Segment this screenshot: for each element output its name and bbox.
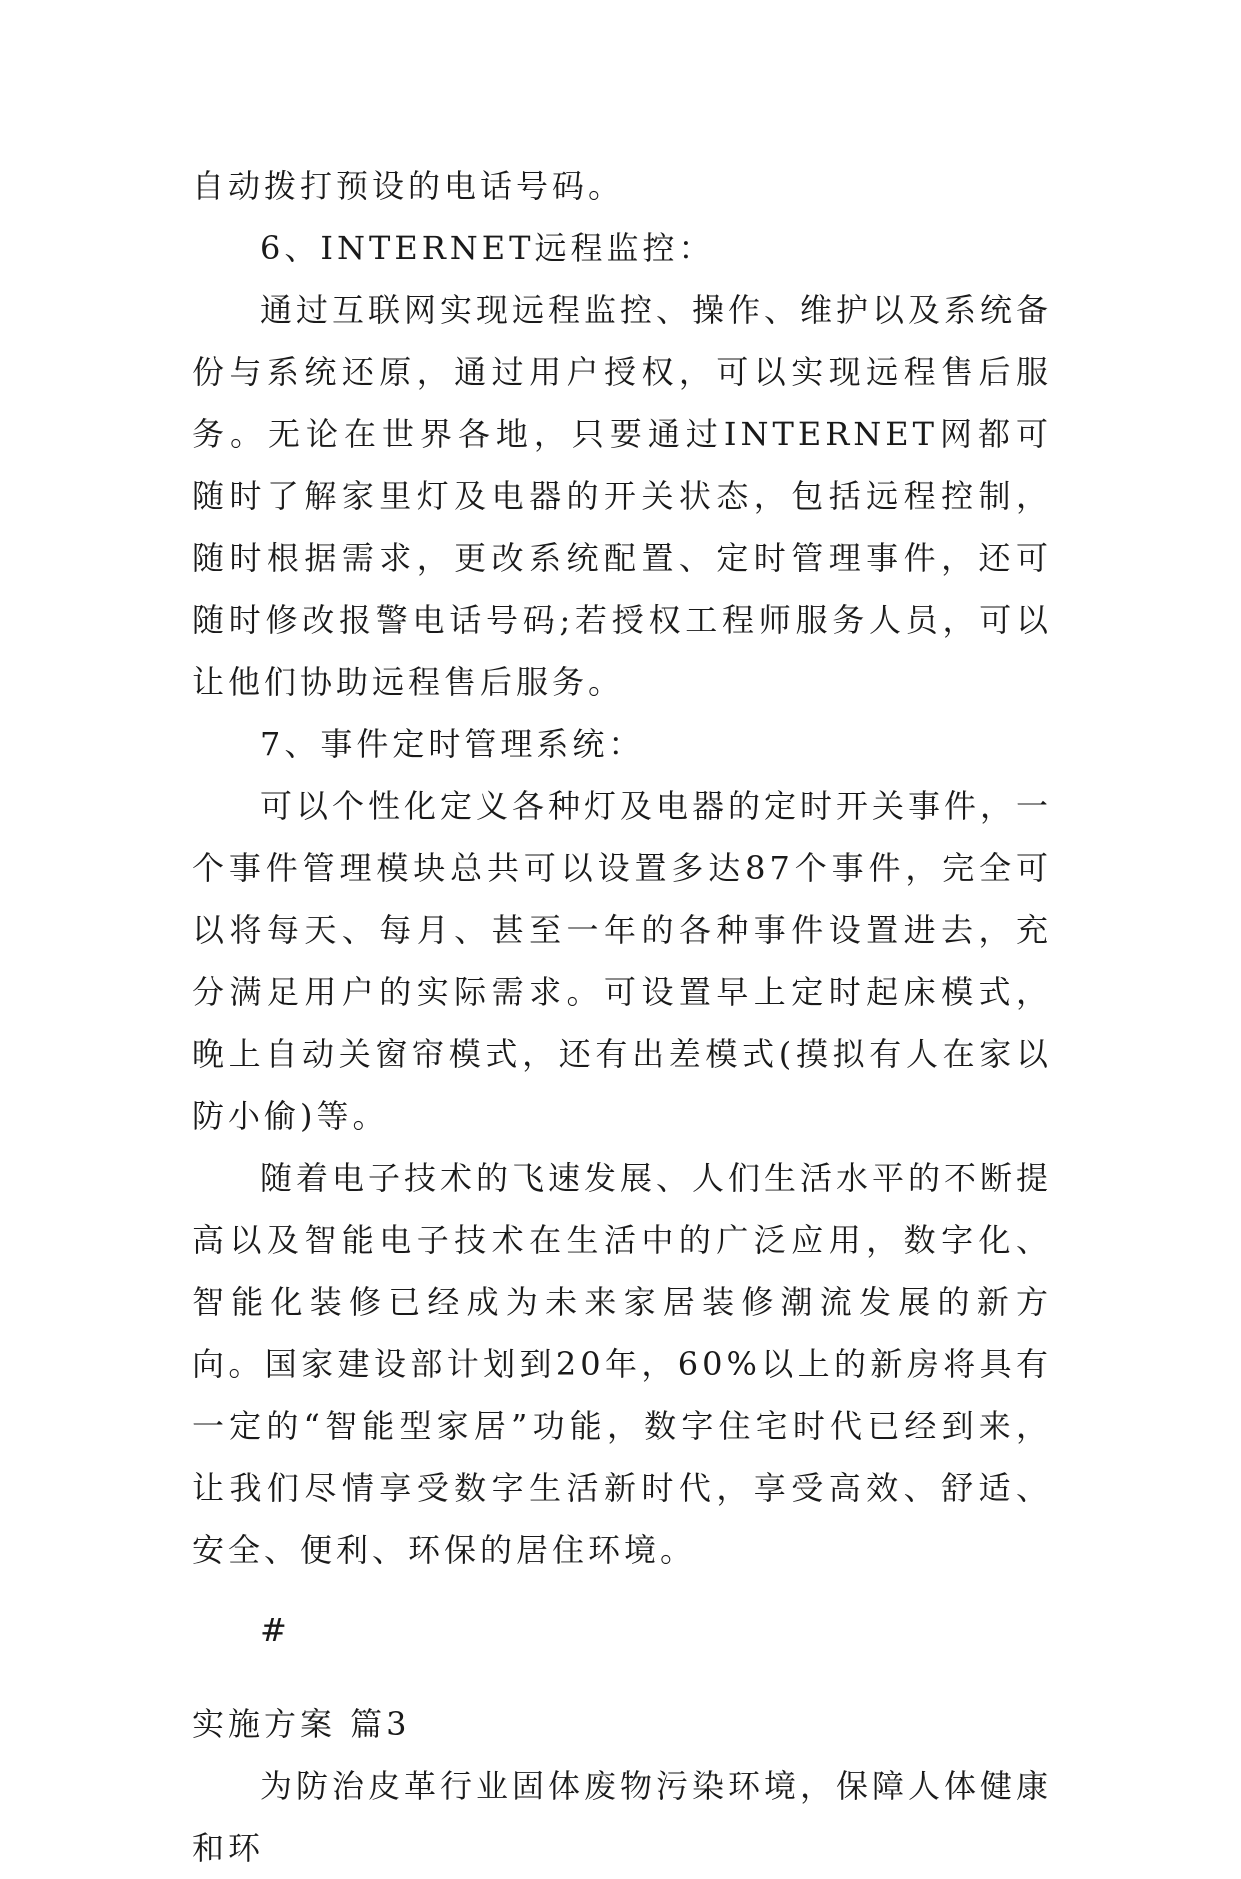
paragraph-smart-home-trend: 随着电子技术的飞速发展、人们生活水平的不断提高以及智能电子技术在生活中的广泛应用，数字化、智能化装修已经成为未来家居装修潮流发展的新方向。国家建设部计划到20年，60%以上的新房将具有一定的“智能型家居”功能，数字住宅时代已经到来，让我们尽情享受数字生活新时代，享受高效、舒适、安全、便利、环保的居住环境。: [192, 1159, 1053, 1569]
section-title: 实施方案 篇3: [192, 1705, 411, 1743]
paragraph-remote-monitoring: 通过互联网实现远程监控、操作、维护以及系统备份与系统还原，通过用户授权，可以实现远程售后服务。无论在世界各地，只要通过INTERNET网都可随时了解家里灯及电器的开关状态，包括远程控制，随时根据需求，更改系统配置、定时管理事件，还可随时修改报警电话号码;若授权工程师服务人员，可以让他们协助远程售后服务。: [192, 291, 1053, 701]
heading-event-timer-system: 7、事件定时管理系统：: [260, 725, 645, 763]
paragraph-leather-waste: 为防治皮革行业固体废物污染环境，保障人体健康和环: [192, 1767, 1053, 1867]
paragraph-event-timer: 可以个性化定义各种灯及电器的定时开关事件，一个事件管理模块总共可以设置多达87个事件，完全可以将每天、每月、甚至一年的各种事件设置进去，充分满足用户的实际需求。可设置早上定时起床模式，晚上自动关窗帘模式，还有出差模式(摸拟有人在家以防小偷)等。: [192, 787, 1053, 1135]
heading-internet-remote-monitoring: 6、INTERNET远程监控：: [260, 229, 715, 267]
paragraph-continuation: 自动拨打预设的电话号码。: [192, 167, 625, 205]
separator-hash: #: [260, 1611, 291, 1649]
document-body: [192, 155, 1052, 1879]
